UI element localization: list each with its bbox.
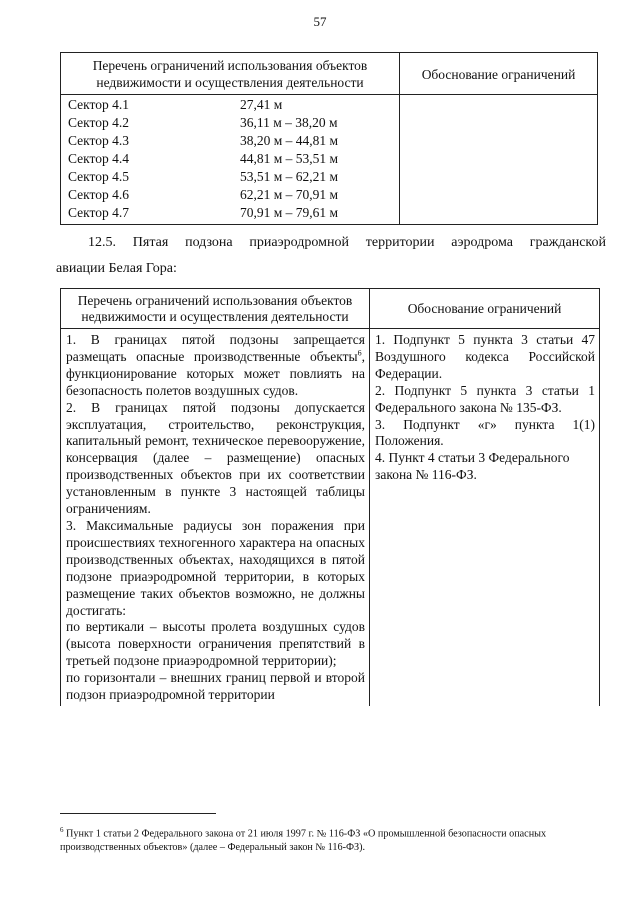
fifth-subzone-restrictions-table xyxy=(60,288,600,706)
paragraph-line: 12.5. Пятая подзона приаэродромной территории аэродрома гражданской xyxy=(88,235,606,250)
footnote xyxy=(60,823,600,855)
sector-name: Сектор 4.3 xyxy=(68,133,130,148)
sector-justification-cell xyxy=(400,95,598,225)
sector-name: Сектор 4.1 xyxy=(68,97,130,112)
restriction-vertical: по вертикали – высоты пролета воздушных судов (высота поверхности ограничения препятствий в третьей подзоне приаэродромной территории); xyxy=(66,619,365,669)
sector-name: Сектор 4.7 xyxy=(68,205,130,220)
sector-range: 36,11 м – 38,20 м xyxy=(240,115,338,130)
restriction-item-3: 3. Максимальные радиусы зон поражения при происшествиях техногенного характера на опасных производственных объектах, находящихся в пятой подзоне приаэродромной территории, в которых размещение таких объектов возможно, не должны достигать: xyxy=(66,517,365,618)
sector-name: Сектор 4.6 xyxy=(68,187,130,202)
table-header-row xyxy=(61,53,598,95)
sector-range: 53,51 м – 62,21 м xyxy=(240,169,339,184)
page-number: 57 xyxy=(313,14,327,29)
justification-item-1: 1. Подпункт 5 пункта 3 статьи 47 Воздушного кодекса Российской Федерации. xyxy=(375,332,595,381)
table2-header-restrictions: Перечень ограничений использования объектов недвижимости и осуществления деятельности xyxy=(61,289,370,329)
sector-name: Сектор 4.2 xyxy=(68,115,130,130)
list-item xyxy=(68,150,393,168)
restriction-item-1 xyxy=(66,332,365,400)
sector-name: Сектор 4.4 xyxy=(68,151,130,166)
restriction-text: 1. В границах пятой подзоны запрещается размещать опасные производственные объекты xyxy=(66,332,365,364)
footnote-divider xyxy=(60,813,216,814)
table2-header-justification: Обоснование ограничений xyxy=(370,289,600,329)
sector-range: 62,21 м – 70,91 м xyxy=(240,187,339,202)
table-row xyxy=(61,95,598,225)
restriction-item-2: 2. В границах пятой подзоны допускается эксплуатация, строительство, реконструкция, капитальный ремонт, техническое перевооружение, консервация (далее – размещение) опасных производственных объектов при их соответствии установленным в пункте 3 настоящей таблицы ограничениям. xyxy=(66,399,365,517)
sector-range: 44,81 м – 53,51 м xyxy=(240,151,339,166)
footnote-mark: 6 xyxy=(60,826,64,834)
list-item xyxy=(68,168,393,186)
sector-list-cell xyxy=(61,95,400,225)
table1-header-restrictions: Перечень ограничений использования объектов недвижимости и осуществления деятельности xyxy=(61,53,400,95)
restriction-text: , функционирование которых может повлиять на безопасность полетов воздушных судов. xyxy=(66,348,365,398)
list-item xyxy=(68,132,393,150)
footnote-reference[interactable]: 6 xyxy=(357,348,362,358)
table-header-row xyxy=(61,289,600,329)
sector-range: 38,20 м – 44,81 м xyxy=(240,133,339,148)
section-paragraph xyxy=(56,234,606,277)
sector-range: 27,41 м xyxy=(240,97,283,112)
justification-cell xyxy=(370,329,600,706)
sector-restrictions-table xyxy=(60,52,598,225)
restriction-horizontal: по горизонтали – внешних границ первой и второй подзон приаэродромной территории xyxy=(66,670,365,703)
list-item xyxy=(68,96,393,114)
sector-range: 70,91 м – 79,61 м xyxy=(240,205,339,220)
table1-header-justification: Обоснование ограничений xyxy=(400,53,598,95)
justification-item-2: 2. Подпункт 5 пункта 3 статьи 1 Федерального закона № 135-ФЗ. xyxy=(375,382,595,415)
list-item xyxy=(68,204,393,222)
justification-item-3: 3. Подпункт «г» пункта 1(1) Положения. xyxy=(375,416,595,449)
paragraph-line: авиации Белая Гора: xyxy=(56,261,177,276)
list-item xyxy=(68,114,393,132)
list-item xyxy=(68,186,393,204)
sector-name: Сектор 4.5 xyxy=(68,169,130,184)
justification-item-4: 4. Пункт 4 статьи 3 Федерального закона № 116-ФЗ. xyxy=(375,450,570,483)
table-row xyxy=(61,329,600,706)
restrictions-cell xyxy=(61,329,370,706)
footnote-text: Пункт 1 статьи 2 Федерального закона от 21 июля 1997 г. № 116-ФЗ «О промышленной безопасности опасных производственных объектов» (далее – Федеральный закон № 116-ФЗ). xyxy=(60,828,547,854)
